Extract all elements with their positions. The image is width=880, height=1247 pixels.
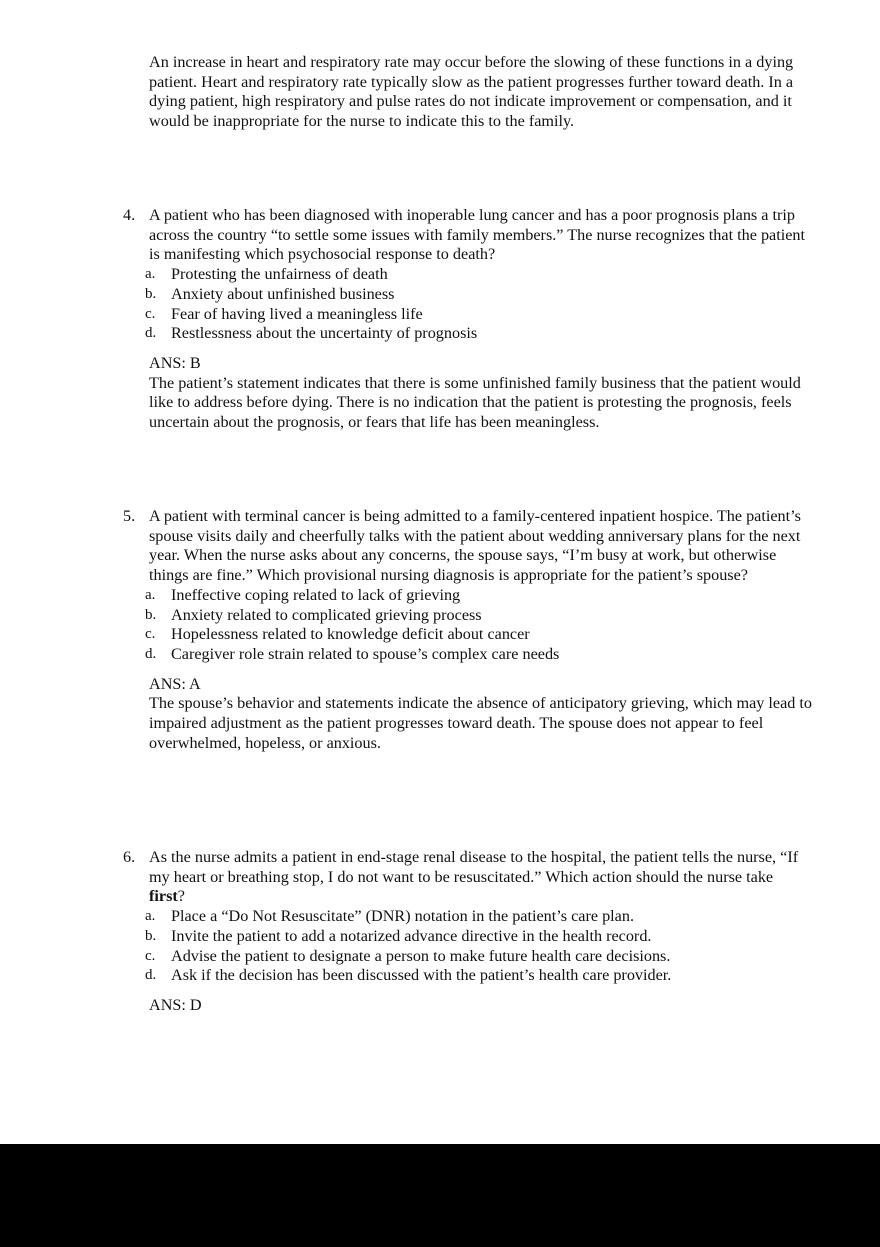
question-6 — [123, 848, 813, 1016]
option-letter: b. — [145, 285, 157, 302]
option-b — [145, 606, 813, 626]
question-number: 5. — [123, 507, 136, 525]
answer-key: ANS: B — [149, 353, 201, 372]
option-a — [145, 907, 813, 927]
option-letter: c. — [145, 947, 156, 964]
rationale-text: An increase in heart and respiratory rate may occur before the slowing of these functions in a dying patient. Heart and respiratory rate typically slow as the patient progresses further toward death. In a dying patient, high respiratory and pulse rates do not indicate improvement or compensation, and it would be inappropriate for the nurse to indicate this to the family. — [149, 53, 794, 131]
option-text: Advise the patient to designate a person to make future health care decisions. — [171, 946, 671, 965]
option-text: Ineffective coping related to lack of grieving — [171, 585, 461, 604]
option-letter: c. — [145, 626, 156, 643]
option-letter: d. — [145, 645, 157, 662]
option-b — [145, 927, 813, 947]
option-text: Caregiver role strain related to spouse’s complex care needs — [171, 644, 560, 663]
stem-text: As the nurse admits a patient in end-stage renal disease to the hospital, the patient tells the nurse, “If my heart or breathing stop, I do not want to be resuscitated.” Which action should the nurse take — [149, 848, 799, 886]
option-text: Restlessness about the uncertainty of prognosis — [171, 324, 478, 343]
bottom-black-bar — [0, 1144, 880, 1247]
question-stem — [149, 848, 813, 907]
answer-key: ANS: A — [149, 674, 201, 693]
question-5 — [123, 507, 813, 753]
stem-text-end: ? — [177, 887, 185, 906]
answer-key: ANS: D — [149, 995, 202, 1014]
option-letter: a. — [145, 266, 156, 283]
option-c — [145, 305, 813, 325]
option-d — [145, 645, 813, 665]
carryover-rationale — [149, 53, 809, 132]
option-letter: d. — [145, 325, 157, 342]
option-a — [145, 265, 813, 285]
option-d — [145, 966, 813, 986]
question-number: 4. — [123, 206, 136, 224]
option-c — [145, 625, 813, 645]
option-letter: a. — [145, 908, 156, 925]
rationale-text: The spouse’s behavior and statements indicate the absence of anticipatory grieving, which may lead to impaired adjustment as the patient progresses toward death. The spouse does not appear to feel overwhelmed, hopeless, or anxious. — [149, 694, 813, 752]
option-letter: c. — [145, 305, 156, 322]
stem-emphasis: first — [149, 887, 178, 906]
question-4 — [123, 206, 813, 433]
option-text: Anxiety about unfinished business — [171, 284, 395, 303]
question-stem: A patient with terminal cancer is being admitted to a family-centered inpatient hospice. The patient’s spouse visits daily and cheerfully talks with the patient about wedding anniversary plans for the next year. When the nurse asks about any concerns, the spouse says, “I’m busy at work, but otherwise things are fine.” Which provisional nursing diagnosis is appropriate for the patient’s spouse? — [149, 507, 801, 585]
option-text: Protesting the unfairness of death — [171, 265, 388, 284]
option-text: Ask if the decision has been discussed with the patient’s health care provider. — [171, 966, 672, 985]
option-letter: b. — [145, 927, 157, 944]
option-text: Fear of having lived a meaningless life — [171, 304, 423, 323]
option-letter: d. — [145, 967, 157, 984]
option-d — [145, 324, 813, 344]
option-c — [145, 947, 813, 967]
option-letter: a. — [145, 586, 156, 603]
question-number: 6. — [123, 848, 136, 866]
option-text: Place a “Do Not Resuscitate” (DNR) notation in the patient’s care plan. — [171, 907, 634, 926]
option-letter: b. — [145, 606, 157, 623]
option-a — [145, 586, 813, 606]
rationale-text: The patient’s statement indicates that there is some unfinished family business that the patient would like to address before dying. There is no indication that the patient is protesting the prognosis, feels uncertain about the prognosis, or fears that life has been meaningless. — [149, 373, 801, 432]
option-text: Anxiety related to complicated grieving process — [171, 605, 482, 624]
question-stem: A patient who has been diagnosed with inoperable lung cancer and has a poor prognosis plans a trip across the country “to settle some issues with family members.” The nurse recognizes that the patient is manifesting which psychosocial response to death? — [149, 206, 806, 264]
option-b — [145, 285, 813, 305]
option-text: Hopelessness related to knowledge deficit about cancer — [171, 625, 530, 644]
option-text: Invite the patient to add a notarized advance directive in the health record. — [171, 926, 652, 945]
